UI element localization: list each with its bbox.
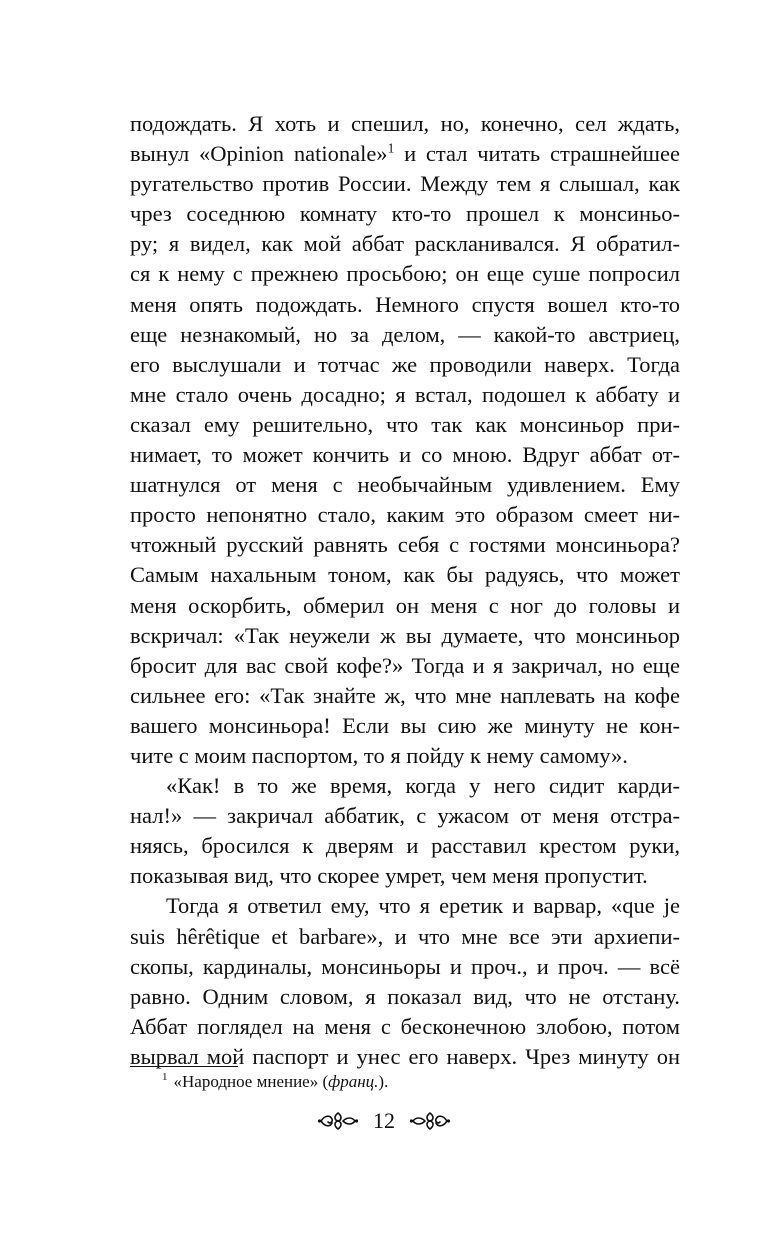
text-line: чрез соседнюю комнату кто-то прошел к монсиньо- — [130, 201, 680, 227]
text-line: его выслушали и тотчас же проводили наверх. Тогда — [130, 351, 680, 377]
main-text — [130, 109, 680, 1072]
text-line: мне стало очень досадно; я встал, подошел к аббату и — [130, 381, 680, 407]
text-line: suis hêrêtique et barbare», и что мне все эти архиепи- — [130, 923, 680, 949]
text-line: бросит для вас свой кофе?» Тогда и я закричал, но еще — [130, 652, 680, 678]
text-line: меня опять подождать. Немного спустя вошел кто-то — [130, 291, 680, 317]
text-line: чите с моим паспортом, то я пойду к нему самому». — [130, 742, 628, 768]
text-line-with-footnote — [130, 139, 680, 169]
footnote — [162, 1071, 388, 1093]
footnote-end: ). — [378, 1072, 389, 1091]
text-line: подождать. Я хоть и спешил, но, конечно, сел ждать, — [130, 111, 680, 136]
text-line: «Как! в то же время, когда у него сидит карди- — [166, 773, 680, 799]
floral-ornament-icon — [317, 1110, 359, 1132]
text-line: вырвал мой паспорт и унес его наверх. Чрез минуту он — [130, 1043, 680, 1069]
text-line: Самым нахальным тоном, как бы радуясь, что может — [130, 562, 680, 588]
text-line: нал!» — закричал аббатик, с ужасом от меня отстра- — [130, 803, 680, 829]
text-line: шатнулся от меня с необычайным удивлением. Ему — [130, 472, 680, 498]
footnote-text: «Народное мнение» ( — [173, 1072, 329, 1091]
text-line: вскричал: «Так неужели ж вы думаете, что монсиньор — [130, 622, 680, 648]
text-line: ся к нему с прежнею просьбою; он еще суше попросил — [130, 261, 680, 287]
text-line: просто непонятно стало, каким это образом смеет ни- — [130, 502, 680, 528]
footnote-divider — [130, 1066, 238, 1067]
text-line: сильнее его: «Так знайте ж, что мне наплевать на кофе — [130, 682, 680, 708]
text-line: чтожный русский равнять себя с гостями монсиньора? — [130, 532, 680, 558]
text-line: еще незнакомый, но за делом, — какой-то австриец, — [130, 321, 680, 347]
text-line: равно. Одним словом, я показал вид, что не отстану. — [130, 983, 680, 1009]
footnote-abbreviation: франц. — [328, 1072, 379, 1091]
text-line: показывая вид, что скорее умрет, чем меня пропустит. — [130, 863, 648, 889]
text-line: Тогда я ответил ему, что я еретик и варвар, «que je — [166, 893, 680, 919]
floral-ornament-icon — [409, 1110, 451, 1132]
text-fragment: вынул «Opinion nationale» — [130, 141, 388, 167]
text-line: ру; я видел, как мой аббат раскланивался. Я обратил- — [130, 231, 680, 257]
text-line: скопы, кардиналы, монсиньоры и проч., и проч. — всё — [130, 953, 680, 979]
footnote-marker[interactable]: 1 — [387, 140, 395, 156]
text-line: нимает, то может кончить и со мною. Вдруг аббат от- — [130, 442, 680, 468]
text-line: вашего монсиньора! Если вы сию же минуту не кон- — [130, 712, 680, 738]
page-footer — [0, 1108, 768, 1134]
page-number: 12 — [373, 1108, 395, 1133]
text-line: Аббат поглядел на меня с бесконечною злобою, потом — [130, 1013, 680, 1039]
text-line: няясь, бросился к дверям и расставил крестом руки, — [130, 833, 680, 859]
text-line: сказал ему решительно, что так как монсиньор при- — [130, 411, 680, 437]
text-fragment: и стал читать страшнейшее — [394, 141, 680, 167]
text-line: ругательство против России. Между тем я слышал, как — [130, 171, 680, 197]
footnote-number: 1 — [162, 1071, 168, 1084]
text-line: меня оскорбить, обмерил он меня с ног до головы и — [130, 592, 680, 618]
